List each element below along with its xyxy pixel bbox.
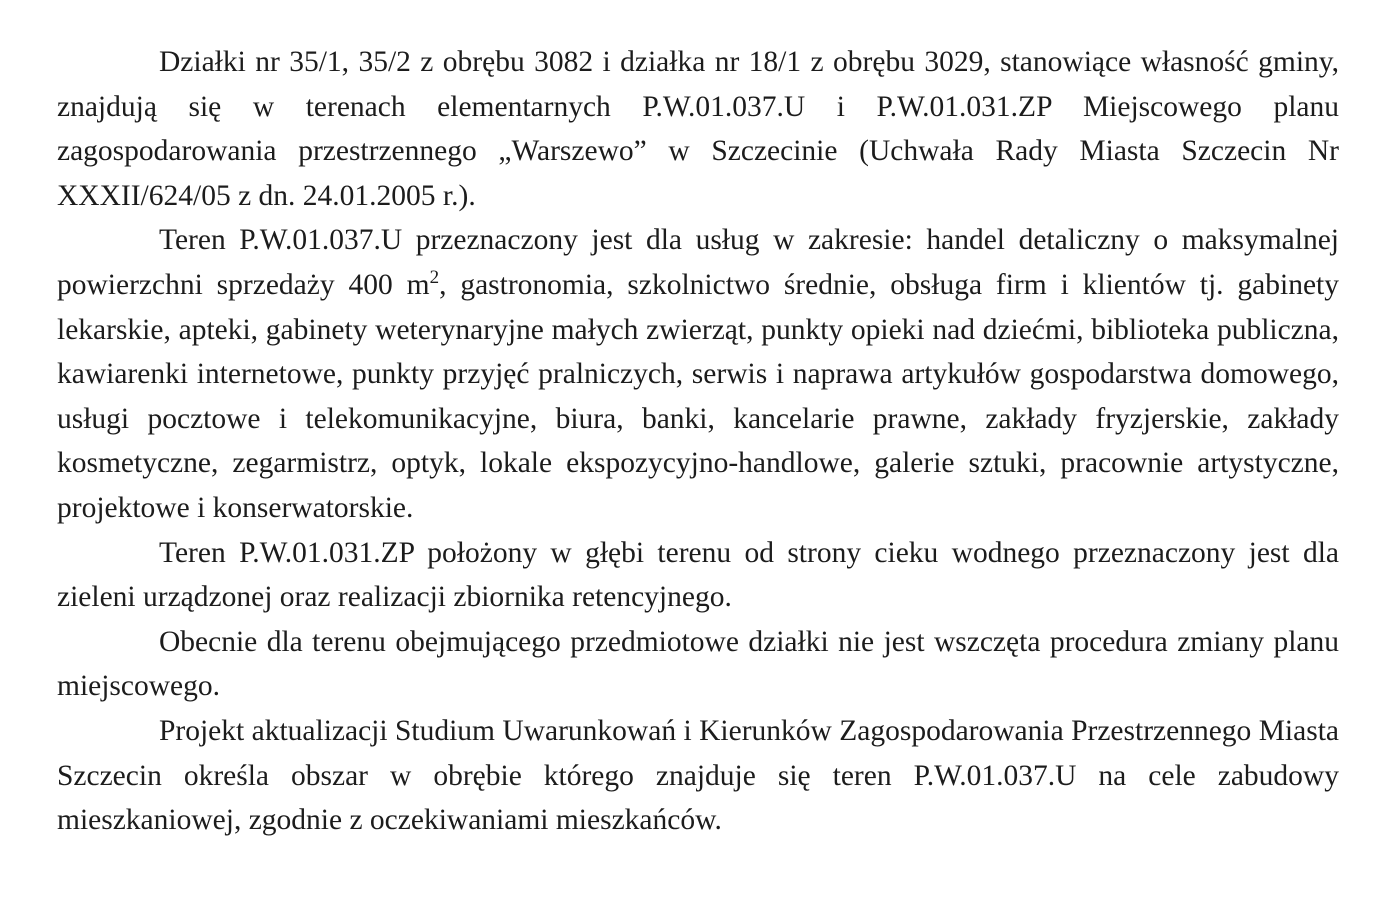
- paragraph-services-text-after: , gastronomia, szkolnictwo średnie, obsługa firm i klientów tj. gabinety lekarskie, apteki, gabinety weterynaryjne małych zwierząt, punkty opieki nad dziećmi, biblioteka publiczna, kawiarenki internetowe, punkty przyjęć pralniczych, serwis i naprawa artykułów gospodarstwa domowego, usługi pocztowe i telekomunikacyjne, biura, banki, kancelarie prawne, zakłady fryzjerskie, zakłady kosmetyczne, zegarmistrz, optyk, lokale ekspozycyjno-handlowe, galerie sztuki, pracownie artystyczne, projektowe i konserwatorskie.: [57, 268, 1339, 524]
- paragraph-services-text-before: Teren P.W.01.037.U przeznaczony jest dla usług w zakresie: handel detaliczny o maksymalnej powierzchni sprzedaży 400 m: [57, 224, 1339, 301]
- document-body: [57, 40, 1339, 843]
- paragraph-plan-procedure: Obecnie dla terenu obejmującego przedmiotowe działki nie jest wszczęta procedura zmiany planu miejscowego.: [57, 625, 1339, 703]
- paragraph-services-zone: [57, 218, 1339, 530]
- area-unit-superscript: 2: [429, 266, 440, 288]
- paragraph-study-update: Projekt aktualizacji Studium Uwarunkowań i Kierunków Zagospodarowania Przestrzennego Miasta Szczecin określa obszar w obrębie którego znajduje się teren P.W.01.037.U na cele zabudowy mieszkaniowej, zgodnie z oczekiwaniami mieszkańców.: [57, 714, 1339, 837]
- paragraph-plots-ownership: Działki nr 35/1, 35/2 z obrębu 3082 i działka nr 18/1 z obrębu 3029, stanowiące własność gminy, znajdują się w terenach elementarnych P.W.01.037.U i P.W.01.031.ZP Miejscowego planu zagospodarowania przestrzennego „Warszewo” w Szczecinie (Uchwała Rady Miasta Szczecin Nr XXXII/624/05 z dn. 24.01.2005 r.).: [57, 46, 1339, 212]
- paragraph-green-zone: Teren P.W.01.031.ZP położony w głębi terenu od strony cieku wodnego przeznaczony jest dla zieleni urządzonej oraz realizacji zbiornika retencyjnego.: [57, 536, 1339, 614]
